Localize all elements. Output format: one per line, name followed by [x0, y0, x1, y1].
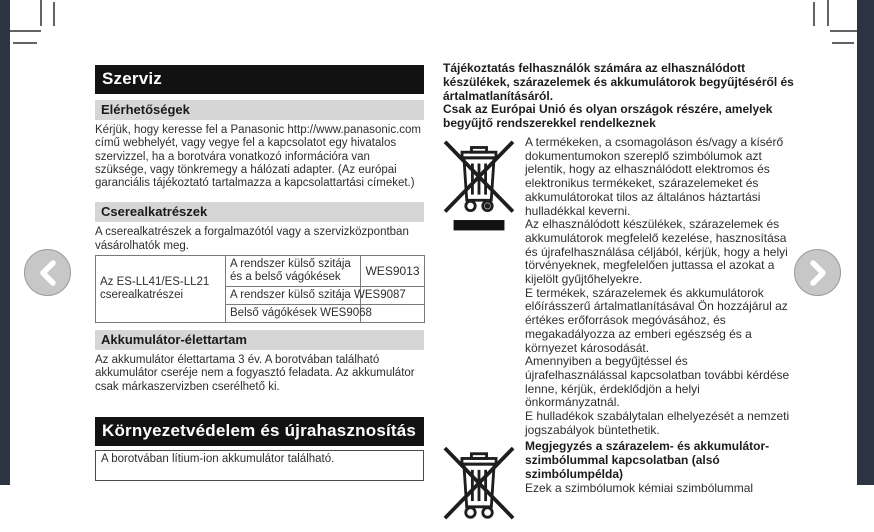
weee-paragraph: E hulladékok szabálytalan elhelyezését a nemzeti jogszabályok büntethetik. [525, 409, 790, 437]
battery-symbol-text [525, 440, 790, 532]
weee-bin-with-bar-icon [443, 136, 525, 437]
weee-intro [443, 62, 805, 131]
weee-intro-line2: Csak az Európai Unió és olyan országok részére, amelyek begyűjtő rendszerekkel rendelkeznek [443, 102, 773, 131]
table-label-cell: Az ES-LL41/ES-LL21 cserealkatrészei [96, 256, 226, 323]
subheading-battery-life: Akkumulátor-élettartam [95, 330, 424, 350]
subheading-contacts: Elérhetőségek [95, 100, 424, 120]
battery-info-box: A borotvában lítium-ion akkumulátor található. [95, 450, 424, 481]
table-part-cell: A rendszer külső szitája WES9087 [226, 287, 361, 305]
battery-life-paragraph: Az akkumulátor élettartama 3 év. A borotvában található akkumulátor cseréje nem a fogyasztó feladata. Az akkumulátor csak márkaszervizben cserélhető ki. [95, 354, 415, 393]
battery-symbol-paragraph: Ezek a szimbólumok kémiai szimbólummal [525, 480, 754, 495]
battery-symbol-heading: Megjegyzés a szárazelem- és akkumulátor-szimbólummal kapcsolatban (alsó szimbólumpélda) [525, 439, 770, 481]
next-page-button[interactable] [794, 249, 841, 296]
section-heading-service: Szerviz [95, 65, 424, 94]
viewer-background-left [0, 0, 10, 485]
crop-mark [53, 2, 55, 26]
spare-parts-table [95, 255, 425, 323]
weee-bin-icon [443, 440, 525, 532]
crop-mark [827, 0, 829, 26]
viewer-background-right [857, 0, 874, 485]
chevron-left-icon [37, 259, 59, 287]
previous-page-button[interactable] [24, 249, 71, 296]
weee-intro-line1: Tájékoztatás felhasználók számára az elhasználódott készülékek, szárazelemek és akkumulátorok begyűjtéséről és ártalmatlanításáról. [443, 61, 794, 103]
crop-mark [832, 42, 854, 44]
weee-paragraph: E termékek, szárazelemek és akkumulátorok előírásszerű ártalmatlanításával Ön hozzájárul az értékes erőforrások megóvásához, és megakadályozza az emberi egészség és a környezet károsodását. [525, 285, 788, 355]
weee-paragraph: Amennyiben a begyűjtéssel és újrafelhasználással kapcsolatban további kérdése lenne, kérjük, érdeklődjön a helyi önkormányzatnál. [525, 354, 790, 410]
table-part-cell: Belső vágókések WES9068 [226, 305, 361, 323]
crop-mark [813, 2, 815, 26]
left-column [95, 65, 424, 481]
weee-text [525, 136, 790, 437]
weee-paragraph: A termékeken, a csomagoláson és/vagy a kísérő dokumentumokon szereplő szimbólumok azt jelentik, hogy az elhasználódott elektromos és elektronikus termékeket, szárazelemeket és akkumulátorokat tilos az általános háztartási hulladékkal keverni. [525, 134, 784, 218]
chevron-right-icon [807, 259, 829, 287]
subheading-spare-parts: Cserealkatrészek [95, 202, 424, 222]
right-column [443, 62, 805, 532]
battery-symbol-block [443, 440, 805, 532]
weee-block [443, 136, 805, 437]
contacts-paragraph: Kérjük, hogy keresse fel a Panasonic http://www.panasonic.com című webhelyét, vagy vegye fel a kapcsolatot egy hivatalos szervizzel, ha a borotvára vonatkozó információra van szüksége, vagy tönkremegy a hálózati adapter. (Az európai garanciális tájékoztató tartalmazza a kapcsolattartási címeket.) [95, 124, 422, 190]
section-heading-environment: Környezetvédelem és újrahasznosítás [95, 417, 424, 446]
crop-mark [10, 30, 41, 32]
crop-mark [13, 42, 37, 44]
table-part-cell: A rendszer külső szitája és a belső vágókések [226, 256, 361, 287]
weee-paragraph: Az elhasználódott készülékek, szárazelemek és akkumulátorok megfelelő kezelése, hasznosítása és újrafelhasználása céljából, kérjük, hogy a helyi törvényeknek, megfelelően juttassa el azokat a kijelölt gyűjtőhelyekre. [525, 217, 788, 287]
table-row [96, 256, 425, 287]
crop-mark [40, 0, 42, 26]
table-code-cell: WES9013 [361, 256, 425, 287]
spare-parts-paragraph: A cserealkatrészek a forgalmazótól vagy a szervizközpontban vásárolhatók meg. [95, 226, 409, 252]
